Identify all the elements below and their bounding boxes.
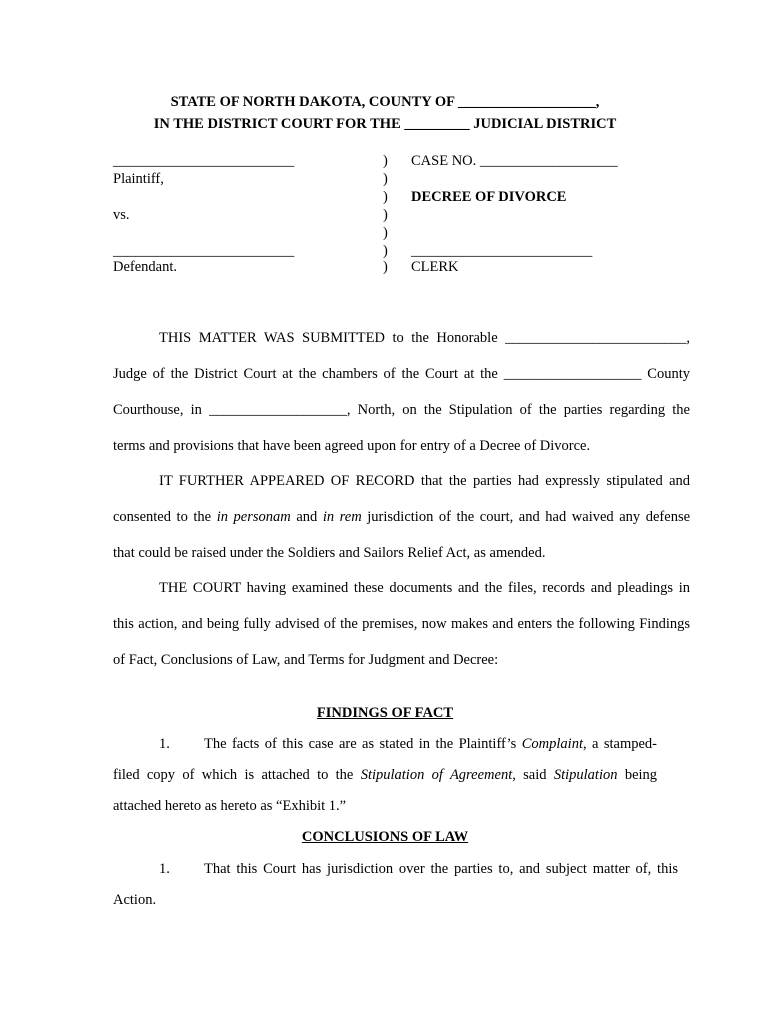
paragraph-submission-line: Judge of the District Court at the chambers of the Court at the ___________________ County (113, 366, 690, 382)
document-title: DECREE OF DIVORCE (411, 189, 567, 205)
caption-paren: ) (383, 259, 388, 275)
text-segment-italic: in personam (216, 509, 291, 525)
clerk-signature-blank: _________________________ (411, 243, 593, 259)
paragraph-submission-line: Courthouse, in ___________________, North, on the Stipulation of the parties regarding the (113, 402, 690, 418)
defendant-name-blank: _________________________ (113, 243, 295, 259)
clerk-label: CLERK (411, 259, 459, 275)
conclusions-heading: CONCLUSIONS OF LAW (301, 829, 469, 845)
court-header-line-1: STATE OF NORTH DAKOTA, COUNTY OF ___________________, (170, 94, 600, 110)
text-segment: filed copy of which is attached to the (113, 767, 354, 783)
paragraph-court-line: THE COURT having examined these documents and the files, records and pleadings in (159, 580, 690, 596)
conclusions-item-line: Action. (113, 892, 157, 908)
conclusions-item-line: That this Court has jurisdiction over the parties to, and subject matter of, this (204, 861, 678, 877)
defendant-label: Defendant. (113, 259, 178, 275)
caption-paren: ) (383, 243, 388, 259)
caption-paren: ) (383, 153, 388, 169)
text-segment: , said (512, 767, 547, 783)
conclusions-item-number: 1. (159, 861, 170, 877)
paragraph-submission-line: terms and provisions that have been agreed upon for entry of a Decree of Divorce. (113, 438, 591, 454)
court-header-line-2: IN THE DISTRICT COURT FOR THE _________ JUDICIAL DISTRICT (153, 116, 617, 132)
caption-paren: ) (383, 171, 388, 187)
caption-paren: ) (383, 207, 388, 223)
text-segment: consented to the (113, 509, 212, 525)
text-segment: The facts of this case are as stated in the Plaintiff’s (204, 736, 517, 752)
paragraph-court-line: of Fact, Conclusions of Law, and Terms for Judgment and Decree: (113, 652, 499, 668)
text-segment-italic: Complaint (521, 736, 583, 752)
vs-label: vs. (113, 207, 130, 223)
text-segment: , a stamped- (582, 736, 658, 752)
text-segment-italic: in rem (322, 509, 362, 525)
text-segment: jurisdiction of the court, and had waived any defense (367, 509, 691, 525)
caption-paren: ) (383, 225, 388, 241)
findings-item-line: attached hereto as hereto as “Exhibit 1.” (113, 798, 347, 814)
paragraph-submission-line: THIS MATTER WAS SUBMITTED to the Honorable _________________________, (159, 330, 690, 346)
caption-paren: ) (383, 189, 388, 205)
plaintiff-label: Plaintiff, (113, 171, 164, 187)
paragraph-record-line: IT FURTHER APPEARED OF RECORD that the parties had expressly stipulated and (159, 473, 690, 489)
findings-item-line (204, 736, 657, 753)
text-segment: being (624, 767, 658, 783)
plaintiff-name-blank: _________________________ (113, 153, 295, 169)
text-segment-italic: Stipulation of Agreement (360, 767, 513, 783)
findings-item-number: 1. (159, 736, 170, 752)
paragraph-court-line: this action, and being fully advised of the premises, now makes and enters the following Findings (113, 616, 690, 632)
findings-item-line (113, 767, 657, 784)
text-segment-italic: Stipulation (553, 767, 618, 783)
findings-heading: FINDINGS OF FACT (316, 705, 454, 721)
paragraph-record-line: that could be raised under the Soldiers and Sailors Relief Act, as amended. (113, 545, 546, 561)
case-number: CASE NO. ___________________ (411, 153, 618, 169)
text-segment: and (296, 509, 318, 525)
paragraph-record-line (113, 509, 690, 526)
